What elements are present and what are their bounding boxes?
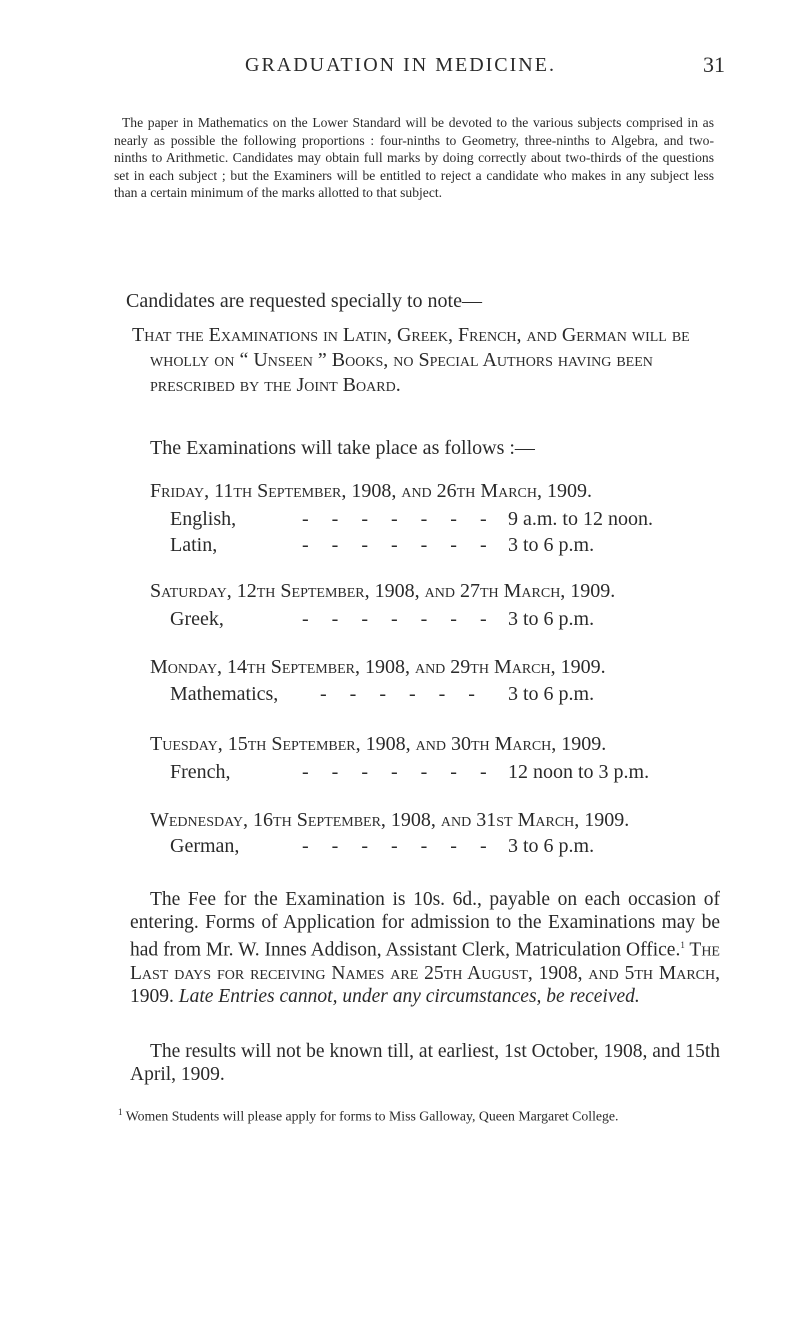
subject-time: 9 a.m. to 12 noon. bbox=[508, 508, 653, 530]
subject-time: 12 noon to 3 p.m. bbox=[508, 761, 650, 783]
schedule-day-friday bbox=[150, 480, 592, 503]
schedule-intro: The Examinations will take place as follows :— bbox=[150, 437, 535, 459]
subject-time: 3 to 6 p.m. bbox=[508, 608, 595, 630]
day-heading: Friday, 11th September, 1908, and 26th March, 1909. bbox=[150, 480, 593, 502]
subject-name: German, bbox=[170, 835, 240, 857]
schedule-row-german bbox=[170, 835, 718, 861]
schedule-day-saturday bbox=[150, 580, 615, 603]
footnote-text: Women Students will please apply for forms to Miss Galloway, Queen Margaret College. bbox=[122, 1108, 619, 1124]
results-paragraph: The results will not be known till, at earliest, 1st October, 1908, and 15th April, 1909. bbox=[130, 1041, 720, 1085]
leader-dashes: - - - - - - - bbox=[302, 835, 496, 857]
subject-time: 3 to 6 p.m. bbox=[508, 683, 595, 705]
schedule-day-monday bbox=[150, 656, 606, 679]
schedule-row-french bbox=[170, 761, 718, 787]
running-head bbox=[0, 52, 801, 82]
subject-name: Mathematics, bbox=[170, 683, 279, 705]
leader-dashes: - - - - - - - bbox=[302, 761, 496, 783]
subject-name: Latin, bbox=[170, 534, 218, 556]
last-days-text: The Last days for receiving Names are 25th August, 1908, and 5th March, 1909. bbox=[130, 939, 720, 1007]
day-heading: Monday, 14th September, 1908, and 29th March, 1909. bbox=[150, 656, 606, 678]
subject-time: 3 to 6 p.m. bbox=[508, 835, 595, 857]
schedule-row-english bbox=[170, 508, 718, 534]
unseen-books-notice: That the Examinations in Latin, Greek, French, and German will be wholly on “ Unseen ” Books, no Special Authors having been prescribed by the Joint Board. bbox=[132, 324, 690, 396]
footnote bbox=[110, 1104, 722, 1125]
late-entries-text: Late Entries cannot, under any circumstances, be received. bbox=[178, 985, 640, 1007]
day-heading: Wednesday, 16th September, 1908, and 31st March, 1909. bbox=[150, 809, 630, 831]
candidates-note-heading: Candidates are requested specially to note— bbox=[126, 290, 482, 312]
page-number: 31 bbox=[703, 52, 725, 77]
subject-time: 3 to 6 p.m. bbox=[508, 534, 595, 556]
footnote-mark: 1 bbox=[680, 940, 685, 950]
schedule-day-wednesday bbox=[150, 809, 629, 832]
running-head-title: GRADUATION IN MEDICINE. bbox=[245, 54, 556, 76]
paragraph-mathematics: The paper in Mathematics on the Lower Standard will be devoted to the various subjects comprised in as nearly as possible the following proportions : four-ninths to Geometry, three-ninths to Algebra, and two-ninths to Arithmetic. Candidates may obtain full marks by doing correctly about two-thirds of the questions set in each subject ; but the Examiners will be entitled to reject a candidate who makes in any subject less than a certain minimum of the marks allotted to that subject. bbox=[114, 115, 714, 200]
leader-dashes: - - - - - - bbox=[320, 683, 484, 705]
subject-name: Greek, bbox=[170, 608, 224, 630]
leader-dashes: - - - - - - - bbox=[302, 534, 496, 556]
schedule-row-latin bbox=[170, 534, 718, 560]
schedule-day-tuesday bbox=[150, 733, 606, 756]
leader-dashes: - - - - - - - bbox=[302, 508, 496, 530]
subject-name: English, bbox=[170, 508, 237, 530]
fee-text: The Fee for the Examination is 10s. 6d., payable on each occasion of entering. Forms of Application for admission to the Examinations may be had from Mr. W. Innes Addison, Assistant Clerk, Matriculation Office. bbox=[130, 889, 720, 961]
schedule-row-mathematics bbox=[170, 683, 718, 709]
leader-dashes: - - - - - - - bbox=[302, 608, 496, 630]
schedule-row-greek bbox=[170, 608, 718, 634]
subject-name: French, bbox=[170, 761, 231, 783]
fee-paragraph bbox=[130, 888, 720, 1008]
day-heading: Saturday, 12th September, 1908, and 27th March, 1909. bbox=[150, 580, 616, 602]
day-heading: Tuesday, 15th September, 1908, and 30th March, 1909. bbox=[150, 733, 607, 755]
footnote-number: 1 bbox=[118, 1107, 123, 1117]
